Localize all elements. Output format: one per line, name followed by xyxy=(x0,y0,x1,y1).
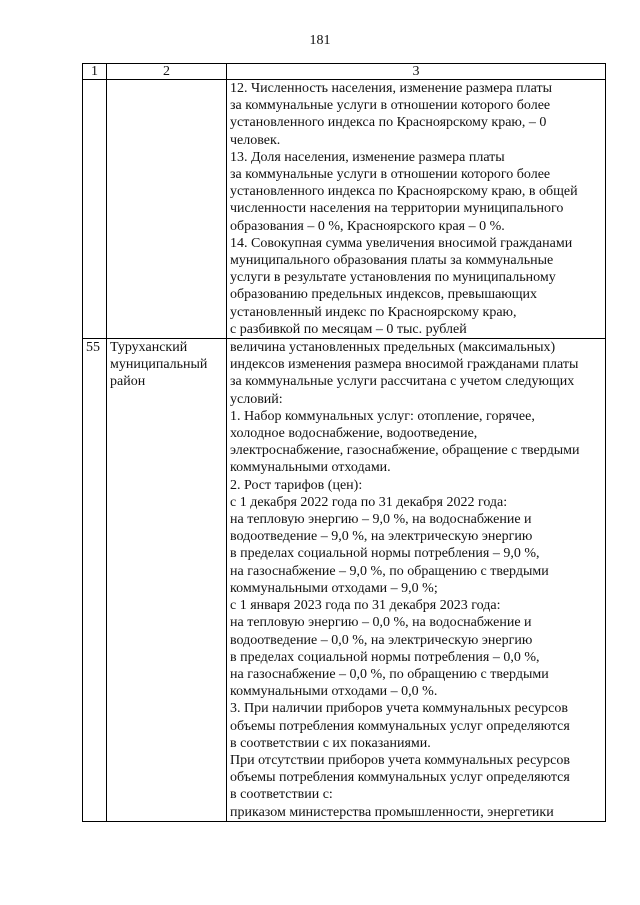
description-line: за коммунальные услуги рассчитана с учетом следующих xyxy=(230,374,575,390)
description-line: 3. При наличии приборов учета коммунальных ресурсов xyxy=(230,701,568,717)
table-row xyxy=(83,80,606,339)
municipality-name-cell xyxy=(107,339,227,822)
description-line: холодное водоснабжение, водоотведение, xyxy=(230,426,478,442)
table-header-row xyxy=(83,64,606,80)
header-col-2: 2 xyxy=(107,64,227,80)
description-line: индексов изменения размера вносимой гражданами платы xyxy=(230,357,579,373)
description-line: с 1 декабря 2022 года по 31 декабря 2022 года: xyxy=(230,494,508,510)
description-line: 13. Доля населения, изменение размера платы xyxy=(230,149,505,165)
description-line: в соответствии с: xyxy=(230,787,333,803)
description-line: с 1 января 2023 года по 31 декабря 2023 года: xyxy=(230,598,501,614)
description-line: приказом министерства промышленности, энергетики xyxy=(230,804,554,820)
description-line: коммунальными отходами – 0,0 %. xyxy=(230,684,438,700)
description-line: объемы потребления коммунальных услуг определяются xyxy=(230,770,570,786)
description-line: установленного индекса по Красноярскому краю, в общей xyxy=(230,184,578,200)
description-line: образования – 0 %, Красноярского края – 0 %. xyxy=(230,218,505,234)
row-number-cell xyxy=(83,339,107,822)
description-line: условий: xyxy=(230,391,283,407)
municipality-name-line: муниципальный xyxy=(110,357,208,373)
description-line: водоотведение – 0,0 %, на электрическую энергию xyxy=(230,632,533,648)
description-line: водоотведение – 9,0 %, на электрическую энергию xyxy=(230,529,533,545)
table-row xyxy=(83,339,606,822)
description-line: муниципального образования платы за коммунальные xyxy=(230,253,554,269)
description-line: образованию предельных индексов, превышающих xyxy=(230,287,538,303)
description-line: в соответствии с их показаниями. xyxy=(230,735,431,751)
description-line: в пределах социальной нормы потребления – 9,0 %, xyxy=(230,546,540,562)
municipality-name-line: Туруханский xyxy=(110,340,188,356)
header-col-3: 3 xyxy=(227,64,606,80)
description-line: услуги в результате установления по муниципальному xyxy=(230,270,556,286)
description-line: коммунальными отходами. xyxy=(230,460,391,476)
description-line: величина установленных предельных (максимальных) xyxy=(230,340,556,356)
description-line: коммунальными отходами – 9,0 %; xyxy=(230,580,438,596)
row-number: 55 xyxy=(86,340,100,356)
document-table xyxy=(82,63,606,822)
description-line: с разбивкой по месяцам – 0 тыс. рублей xyxy=(230,321,467,337)
description-line: за коммунальные услуги в отношении которого более xyxy=(230,167,551,183)
description-line: человек. xyxy=(230,132,281,148)
municipality-name-cell xyxy=(107,80,227,339)
description-line: При отсутствии приборов учета коммунальных ресурсов xyxy=(230,752,570,768)
description-line: 1. Набор коммунальных услуг: отопление, горячее, xyxy=(230,408,535,424)
description-cell xyxy=(227,80,606,339)
description-line: в пределах социальной нормы потребления – 0,0 %, xyxy=(230,649,540,665)
description-line: на газоснабжение – 0,0 %, по обращению с твердыми xyxy=(230,666,549,682)
description-line: численности населения на территории муниципального xyxy=(230,201,564,217)
municipality-name-line: район xyxy=(110,374,146,390)
description-line: на тепловую энергию – 9,0 %, на водоснабжение и xyxy=(230,512,532,528)
description-line: 14. Совокупная сумма увеличения вносимой гражданами xyxy=(230,235,573,251)
description-line: установленный индекс по Красноярскому краю, xyxy=(230,304,517,320)
description-line: 12. Численность населения, изменение размера платы xyxy=(230,81,552,96)
description-line: на газоснабжение – 9,0 %, по обращению с твердыми xyxy=(230,563,549,579)
description-cell xyxy=(227,339,606,822)
description-line: объемы потребления коммунальных услуг определяются xyxy=(230,718,570,734)
description-line: установленного индекса по Красноярскому краю, – 0 xyxy=(230,115,547,131)
description-line: 2. Рост тарифов (цен): xyxy=(230,477,363,493)
row-number-cell xyxy=(83,80,107,339)
header-col-1: 1 xyxy=(83,64,107,80)
description-line: на тепловую энергию – 0,0 %, на водоснабжение и xyxy=(230,615,532,631)
description-line: электроснабжение, газоснабжение, обращение с твердыми xyxy=(230,443,580,459)
page-number: 181 xyxy=(309,33,331,48)
description-line: за коммунальные услуги в отношении которого более xyxy=(230,98,551,114)
